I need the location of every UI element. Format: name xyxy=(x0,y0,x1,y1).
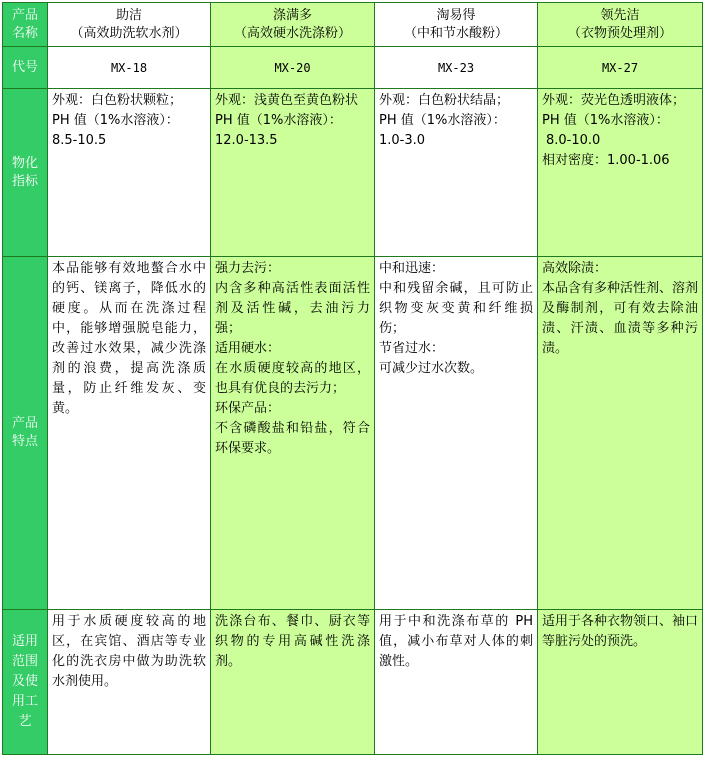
physical-specs-mx27 xyxy=(538,89,703,257)
product-code-mx18: MX-18 xyxy=(48,47,211,89)
feature-text: 不含磷酸盐和铅盐，符合环保要求。 xyxy=(215,421,370,456)
usage-mx23 xyxy=(375,610,538,755)
product-subtitle: （高效硬水洗涤粉） xyxy=(233,25,351,41)
feature-heading: 适用硬水： xyxy=(215,341,281,356)
physical-specs-mx20 xyxy=(211,89,375,257)
feature-text: 本品能够有效地螯合水中的钙、镁离子，降低水的硬度。从而在洗涤过程中，能够增强脱皂能力，改善过水效果，减少洗涤剂的浪费，提高洗涤质量，防止纤维发灰、变黄。 xyxy=(52,261,206,416)
row-product-code xyxy=(3,47,703,89)
product-code-mx27: MX-27 xyxy=(538,47,703,89)
usage-text: 用于水质硬度较高的地区，在宾馆、酒店等专业化的洗衣房中做为助洗软水剂使用。 xyxy=(52,614,206,689)
feature-heading: 高效除渍： xyxy=(542,261,608,276)
row-product-features xyxy=(3,257,703,610)
features-mx23 xyxy=(375,257,538,610)
feature-text: 中和残留余碱，且可防止织物变灰变黄和纤维损伤； xyxy=(379,281,533,336)
spec-ph-value: 12.0-13.5 xyxy=(215,133,278,148)
spec-ph-label: PH 值（1%水溶液）： xyxy=(215,113,342,128)
product-name-cell-mx27 xyxy=(538,3,703,47)
spec-ph-value: 1.0-3.0 xyxy=(379,133,426,148)
product-subtitle: （高效助洗软水剂） xyxy=(70,25,188,41)
row-header-physical xyxy=(3,89,48,257)
product-name: 助洁 xyxy=(115,7,142,23)
product-name-cell-mx23 xyxy=(375,3,538,47)
usage-mx20 xyxy=(211,610,375,755)
product-name-cell-mx20 xyxy=(211,3,375,47)
feature-text: 可减少过水次数。 xyxy=(379,361,484,376)
product-spec-table xyxy=(2,2,703,755)
row-header-name xyxy=(3,3,48,47)
row-header-features xyxy=(3,257,48,610)
row-header-features-label: 产品 特点 xyxy=(11,416,38,449)
usage-text: 适用于各种衣物领口、袖口等脏污处的预洗。 xyxy=(542,614,699,649)
features-mx27 xyxy=(538,257,703,610)
spec-ph-label: PH 值（1%水溶液）： xyxy=(52,113,179,128)
spec-ph-label: PH 值（1%水溶液）： xyxy=(379,113,506,128)
spec-appearance: 外观：白色粉状颗粒； xyxy=(52,93,183,108)
product-code-mx20: MX-20 xyxy=(211,47,375,89)
row-physical-specs xyxy=(3,89,703,257)
spec-appearance: 外观：荧光色透明液体； xyxy=(542,93,686,108)
row-header-usage-label: 适用 范围 及使 用工 艺 xyxy=(11,634,38,729)
row-usage-scope xyxy=(3,610,703,755)
usage-mx27 xyxy=(538,610,703,755)
product-name: 领先洁 xyxy=(600,7,640,23)
usage-mx18 xyxy=(48,610,211,755)
feature-heading: 环保产品： xyxy=(215,401,281,416)
feature-heading: 中和迅速： xyxy=(379,261,445,276)
feature-text: 在水质硬度较高的地区，也具有优良的去污力； xyxy=(215,361,370,396)
product-name: 淘易得 xyxy=(436,7,476,23)
feature-text: 本品含有多种活性剂、溶剂及酶制剂，可有效去除油渍、汗渍、血渍等多种污渍。 xyxy=(542,281,699,356)
row-header-name-label: 产品 名称 xyxy=(11,7,38,41)
physical-specs-mx18 xyxy=(48,89,211,257)
feature-heading: 强力去污： xyxy=(215,261,281,276)
spec-appearance: 外观：浅黄色至黄色粉状 xyxy=(215,93,359,108)
spec-ph-value: 8.0-10.0 xyxy=(546,133,601,148)
product-code-mx23: MX-23 xyxy=(375,47,538,89)
product-subtitle: （中和节水酸粉） xyxy=(403,25,508,41)
row-product-name xyxy=(3,3,703,47)
row-header-code-label: 代号 xyxy=(11,59,38,75)
spec-appearance: 外观：白色粉状结晶； xyxy=(379,93,510,108)
usage-text: 洗涤台布、餐巾、厨衣等织物的专用高碱性洗涤剂。 xyxy=(215,614,370,669)
spec-ph-label: PH 值（1%水溶液）： xyxy=(542,113,669,128)
feature-text: 内含多种高活性表面活性剂及活性碱，去油污力强； xyxy=(215,281,370,336)
row-header-physical-label: 物化 指标 xyxy=(11,155,38,189)
product-subtitle: （衣物预处理剂） xyxy=(567,25,672,41)
spec-ph-value: 8.5-10.5 xyxy=(52,133,107,148)
row-header-usage xyxy=(3,610,48,755)
product-name-cell-mx18 xyxy=(48,3,211,47)
feature-heading: 节省过水： xyxy=(379,341,445,356)
physical-specs-mx23 xyxy=(375,89,538,257)
usage-text: 用于中和洗涤布草的 PH 值，减小布草对人体的刺激性。 xyxy=(379,614,533,669)
features-mx18 xyxy=(48,257,211,610)
spec-density: 相对密度：1.00-1.06 xyxy=(542,153,670,168)
row-header-code xyxy=(3,47,48,89)
product-name: 涤满多 xyxy=(272,7,312,23)
features-mx20 xyxy=(211,257,375,610)
